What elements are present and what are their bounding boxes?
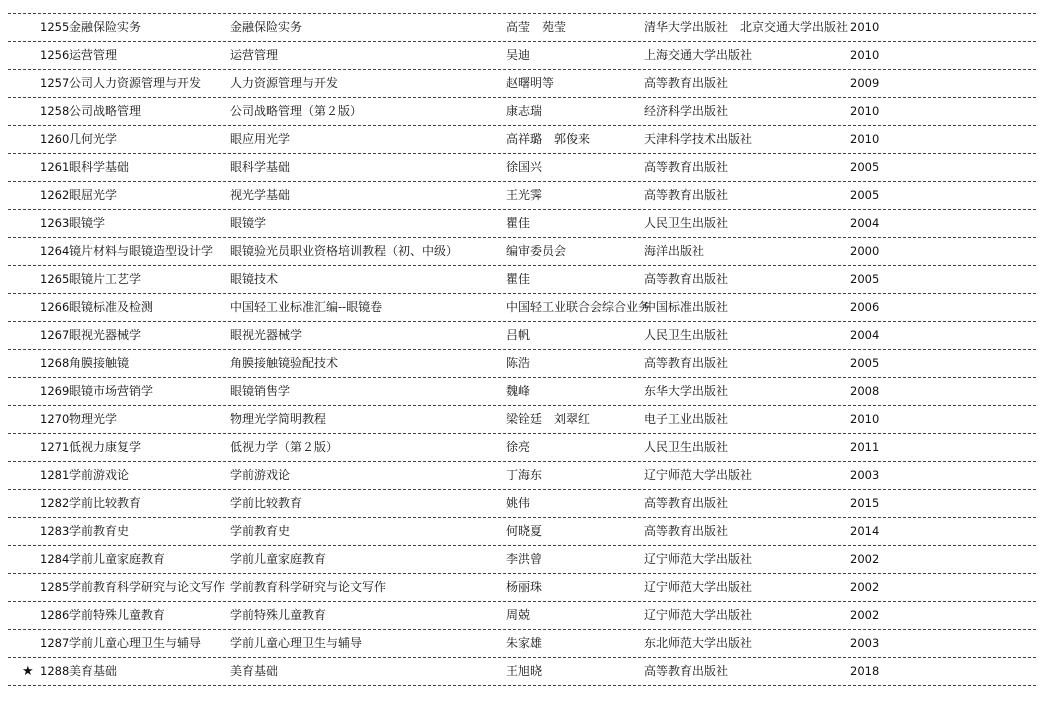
textbook-title: 眼镜验光员职业资格培训教程（初、中级）: [230, 244, 459, 258]
publisher-name: 东华大学出版社: [644, 384, 729, 398]
table-row: [8, 322, 1036, 350]
publisher-name: 高等教育出版社: [644, 524, 729, 538]
table-row: [8, 658, 1036, 686]
course-code: 1285: [40, 580, 70, 594]
course-code: 1288: [40, 664, 70, 678]
textbook-title: 中国轻工业标准汇编--眼镜卷: [230, 300, 383, 314]
author-name: 梁铨廷 刘翠红: [506, 412, 591, 426]
textbook-table: [8, 13, 1036, 686]
publisher-name: 经济科学出版社: [644, 104, 729, 118]
textbook-title: 眼镜学: [230, 216, 267, 230]
publisher-name: 人民卫生出版社: [644, 328, 729, 342]
publisher-name: 高等教育出版社: [644, 160, 729, 174]
course-code: 1264: [40, 244, 70, 258]
course-code: 1283: [40, 524, 70, 538]
publication-year: 2010: [850, 412, 880, 426]
publisher-name: 人民卫生出版社: [644, 440, 729, 454]
textbook-title: 眼应用光学: [230, 132, 291, 146]
author-name: 魏峰: [506, 384, 531, 398]
publication-year: 2008: [850, 384, 880, 398]
author-name: 赵曙明等: [506, 76, 555, 90]
publication-year: 2005: [850, 272, 880, 286]
author-name: 高莹 苑莹: [506, 20, 567, 34]
author-name: 吕帆: [506, 328, 531, 342]
author-name: 康志瑞: [506, 104, 543, 118]
publisher-name: 高等教育出版社: [644, 356, 729, 370]
publication-year: 2010: [850, 104, 880, 118]
publisher-name: 辽宁师范大学出版社: [644, 468, 753, 482]
textbook-title: 学前游戏论: [230, 468, 291, 482]
author-name: 中国轻工业联合会综合业务: [506, 300, 651, 314]
publisher-name: 高等教育出版社: [644, 496, 729, 510]
course-name: 眼科学基础: [69, 160, 130, 174]
course-name: 镜片材料与眼镜造型设计学: [69, 244, 214, 258]
author-name: 徐国兴: [506, 160, 543, 174]
publication-year: 2005: [850, 160, 880, 174]
textbook-title: 学前特殊儿童教育: [230, 608, 327, 622]
course-name: 学前儿童家庭教育: [69, 552, 166, 566]
publisher-name: 上海交通大学出版社: [644, 48, 753, 62]
author-name: 编审委员会: [506, 244, 567, 258]
course-code: 1256: [40, 48, 70, 62]
course-name: 学前特殊儿童教育: [69, 608, 166, 622]
course-code: 1263: [40, 216, 70, 230]
textbook-title: 公司战略管理（第２版）: [230, 104, 363, 118]
publisher-name: 高等教育出版社: [644, 272, 729, 286]
publication-year: 2002: [850, 552, 880, 566]
author-name: 何晓夏: [506, 524, 543, 538]
course-name: 眼镜学: [69, 216, 106, 230]
table-row: [8, 70, 1036, 98]
course-name: 学前教育科学研究与论文写作: [69, 580, 226, 594]
author-name: 瞿佳: [506, 216, 531, 230]
publication-year: 2005: [850, 356, 880, 370]
textbook-title: 学前教育科学研究与论文写作: [230, 580, 387, 594]
publisher-name: 电子工业出版社: [644, 412, 729, 426]
course-code: 1262: [40, 188, 70, 202]
publication-year: 2003: [850, 468, 880, 482]
course-code: 1268: [40, 356, 70, 370]
course-code: 1260: [40, 132, 70, 146]
publication-year: 2000: [850, 244, 880, 258]
course-code: 1284: [40, 552, 70, 566]
author-name: 瞿佳: [506, 272, 531, 286]
textbook-title: 眼镜技术: [230, 272, 279, 286]
table-row: [8, 294, 1036, 322]
table-row: [8, 238, 1036, 266]
table-row: [8, 602, 1036, 630]
author-name: 姚伟: [506, 496, 531, 510]
table-row: [8, 210, 1036, 238]
course-code: 1266: [40, 300, 70, 314]
course-name: 眼镜市场营销学: [69, 384, 154, 398]
publisher-name: 清华大学出版社 北京交通大学出版社: [644, 20, 849, 34]
textbook-title: 视光学基础: [230, 188, 291, 202]
publication-year: 2006: [850, 300, 880, 314]
publication-year: 2010: [850, 20, 880, 34]
course-code: 1258: [40, 104, 70, 118]
publication-year: 2010: [850, 132, 880, 146]
textbook-title: 物理光学简明教程: [230, 412, 327, 426]
author-name: 徐亮: [506, 440, 531, 454]
author-name: 王光霁: [506, 188, 543, 202]
course-code: 1281: [40, 468, 70, 482]
course-name: 眼镜标准及检测: [69, 300, 154, 314]
author-name: 杨丽珠: [506, 580, 543, 594]
course-name: 学前比较教育: [69, 496, 142, 510]
textbook-title: 学前比较教育: [230, 496, 303, 510]
publication-year: 2011: [850, 440, 880, 454]
table-row: [8, 434, 1036, 462]
publisher-name: 辽宁师范大学出版社: [644, 608, 753, 622]
course-code: 1287: [40, 636, 70, 650]
table-row: [8, 14, 1036, 42]
table-row: [8, 378, 1036, 406]
publisher-name: 高等教育出版社: [644, 76, 729, 90]
course-code: 1282: [40, 496, 70, 510]
course-name: 眼镜片工艺学: [69, 272, 142, 286]
course-name: 几何光学: [69, 132, 118, 146]
author-name: 陈浩: [506, 356, 531, 370]
table-row: [8, 574, 1036, 602]
author-name: 李洪曾: [506, 552, 543, 566]
publication-year: 2018: [850, 664, 880, 678]
course-code: 1261: [40, 160, 70, 174]
table-row: [8, 546, 1036, 574]
course-name: 金融保险实务: [69, 20, 142, 34]
publisher-name: 东北师范大学出版社: [644, 636, 753, 650]
course-name: 学前儿童心理卫生与辅导: [69, 636, 202, 650]
course-code: 1269: [40, 384, 70, 398]
course-name: 物理光学: [69, 412, 118, 426]
table-row: [8, 350, 1036, 378]
author-name: 王旭晓: [506, 664, 543, 678]
course-code: 1286: [40, 608, 70, 622]
course-name: 学前教育史: [69, 524, 130, 538]
table-row: [8, 406, 1036, 434]
publication-year: 2010: [850, 48, 880, 62]
author-name: 周兢: [506, 608, 531, 622]
course-code: 1257: [40, 76, 70, 90]
textbook-title: 眼镜销售学: [230, 384, 291, 398]
author-name: 高祥璐 郭俊来: [506, 132, 591, 146]
publication-year: 2015: [850, 496, 880, 510]
course-code: 1265: [40, 272, 70, 286]
course-code: 1271: [40, 440, 70, 454]
table-row: [8, 490, 1036, 518]
course-code: 1270: [40, 412, 70, 426]
textbook-title: 眼视光器械学: [230, 328, 303, 342]
author-name: 丁海东: [506, 468, 543, 482]
textbook-title: 美育基础: [230, 664, 279, 678]
course-code: 1267: [40, 328, 70, 342]
publisher-name: 天津科学技术出版社: [644, 132, 753, 146]
textbook-title: 角膜接触镜验配技术: [230, 356, 339, 370]
publisher-name: 海洋出版社: [644, 244, 705, 258]
table-row: [8, 42, 1036, 70]
course-name: 学前游戏论: [69, 468, 130, 482]
course-name: 角膜接触镜: [69, 356, 130, 370]
course-name: 美育基础: [69, 664, 118, 678]
course-name: 低视力康复学: [69, 440, 142, 454]
publisher-name: 辽宁师范大学出版社: [644, 552, 753, 566]
publication-year: 2009: [850, 76, 880, 90]
table-row: [8, 126, 1036, 154]
publisher-name: 高等教育出版社: [644, 188, 729, 202]
table-row: [8, 462, 1036, 490]
publication-year: 2003: [850, 636, 880, 650]
textbook-title: 学前教育史: [230, 524, 291, 538]
course-name: 公司人力资源管理与开发: [69, 76, 202, 90]
publisher-name: 辽宁师范大学出版社: [644, 580, 753, 594]
table-row: [8, 630, 1036, 658]
textbook-title: 金融保险实务: [230, 20, 303, 34]
table-row: [8, 266, 1036, 294]
course-name: 眼屈光学: [69, 188, 118, 202]
publisher-name: 人民卫生出版社: [644, 216, 729, 230]
textbook-title: 眼科学基础: [230, 160, 291, 174]
publication-year: 2005: [850, 188, 880, 202]
textbook-title: 学前儿童心理卫生与辅导: [230, 636, 363, 650]
table-row: [8, 98, 1036, 126]
publication-year: 2004: [850, 328, 880, 342]
course-name: 眼视光器械学: [69, 328, 142, 342]
table-row: [8, 154, 1036, 182]
publication-year: 2002: [850, 580, 880, 594]
author-name: 朱家雄: [506, 636, 543, 650]
textbook-title: 人力资源管理与开发: [230, 76, 339, 90]
publication-year: 2014: [850, 524, 880, 538]
table-row: [8, 518, 1036, 546]
new-star-icon: ★: [22, 664, 34, 679]
author-name: 吴迪: [506, 48, 531, 62]
course-name: 运营管理: [69, 48, 118, 62]
publication-year: 2004: [850, 216, 880, 230]
textbook-title: 运营管理: [230, 48, 279, 62]
course-code: 1255: [40, 20, 70, 34]
publisher-name: 中国标准出版社: [644, 300, 729, 314]
table-row: [8, 182, 1036, 210]
textbook-title: 学前儿童家庭教育: [230, 552, 327, 566]
textbook-title: 低视力学（第２版）: [230, 440, 339, 454]
publication-year: 2002: [850, 608, 880, 622]
course-name: 公司战略管理: [69, 104, 142, 118]
publisher-name: 高等教育出版社: [644, 664, 729, 678]
